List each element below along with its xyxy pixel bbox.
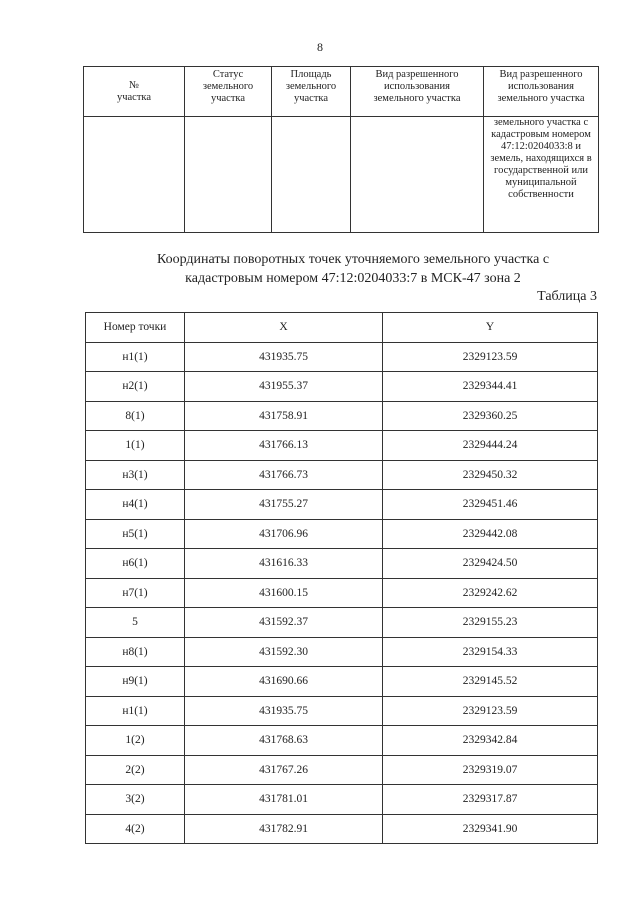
point-number-cell: 2(2)	[86, 755, 185, 785]
x-cell: 431935.75	[185, 696, 383, 726]
point-number-cell: 3(2)	[86, 785, 185, 815]
header-point-number: Номер точки	[86, 313, 185, 343]
y-cell: 2329442.08	[383, 519, 598, 549]
table-cell	[272, 117, 351, 233]
x-cell: 431767.26	[185, 755, 383, 785]
y-cell: 2329123.59	[383, 342, 598, 372]
point-number-cell: н1(1)	[86, 342, 185, 372]
y-cell: 2329344.41	[383, 372, 598, 402]
point-number-cell: н3(1)	[86, 460, 185, 490]
land-plot-table	[83, 66, 599, 233]
x-cell: 431766.13	[185, 431, 383, 461]
permitted-use-text: земельного участка с кадастровым номером 47:12:0204033:8 и земель, находящихся в государственной или муниципальной собственности	[484, 117, 599, 233]
table-row	[86, 578, 598, 608]
header-plot-status: Статус земельного участка	[185, 67, 272, 117]
point-number-cell: 8(1)	[86, 401, 185, 431]
header-plot-number: № участка	[84, 67, 185, 117]
table-row	[86, 637, 598, 667]
table-row	[86, 519, 598, 549]
table-header-row	[86, 313, 598, 343]
table-header-row	[84, 67, 599, 117]
point-number-cell: 1(1)	[86, 431, 185, 461]
y-cell: 2329319.07	[383, 755, 598, 785]
x-cell: 431600.15	[185, 578, 383, 608]
header-y: Y	[383, 313, 598, 343]
table-row	[86, 696, 598, 726]
y-cell: 2329155.23	[383, 608, 598, 638]
table-row	[86, 372, 598, 402]
table-row	[86, 549, 598, 579]
x-cell: 431592.37	[185, 608, 383, 638]
x-cell: 431935.75	[185, 342, 383, 372]
table-cell	[185, 117, 272, 233]
y-cell: 2329450.32	[383, 460, 598, 490]
table-cell	[351, 117, 484, 233]
x-cell: 431592.30	[185, 637, 383, 667]
y-cell: 2329424.50	[383, 549, 598, 579]
x-cell: 431758.91	[185, 401, 383, 431]
x-cell: 431616.33	[185, 549, 383, 579]
y-cell: 2329123.59	[383, 696, 598, 726]
x-cell: 431755.27	[185, 490, 383, 520]
table-row	[86, 490, 598, 520]
header-x: X	[185, 313, 383, 343]
point-number-cell: н2(1)	[86, 372, 185, 402]
y-cell: 2329242.62	[383, 578, 598, 608]
header-permitted-use-2: Вид разрешенного использования земельного участка	[484, 67, 599, 117]
table-row	[84, 117, 599, 233]
table-row	[86, 608, 598, 638]
page-number: 8	[317, 40, 323, 54]
x-cell: 431782.91	[185, 814, 383, 844]
point-number-cell: н4(1)	[86, 490, 185, 520]
header-plot-area: Площадь земельного участка	[272, 67, 351, 117]
point-number-cell: 4(2)	[86, 814, 185, 844]
y-cell: 2329444.24	[383, 431, 598, 461]
x-cell: 431690.66	[185, 667, 383, 697]
x-cell: 431955.37	[185, 372, 383, 402]
table-label: Таблица 3	[537, 289, 597, 304]
table-row	[86, 431, 598, 461]
header-permitted-use: Вид разрешенного использования земельного участка	[351, 67, 484, 117]
table-cell	[84, 117, 185, 233]
coordinates-table	[85, 312, 598, 844]
x-cell: 431781.01	[185, 785, 383, 815]
caption-line-1: Координаты поворотных точек уточняемого земельного участка с	[156, 252, 550, 267]
point-number-cell: н6(1)	[86, 549, 185, 579]
point-number-cell: н8(1)	[86, 637, 185, 667]
table-row	[86, 785, 598, 815]
x-cell: 431766.73	[185, 460, 383, 490]
y-cell: 2329145.52	[383, 667, 598, 697]
y-cell: 2329360.25	[383, 401, 598, 431]
table-row	[86, 726, 598, 756]
point-number-cell: н9(1)	[86, 667, 185, 697]
table-row	[86, 342, 598, 372]
point-number-cell: 1(2)	[86, 726, 185, 756]
table-row	[86, 667, 598, 697]
point-number-cell: 5	[86, 608, 185, 638]
table-row	[86, 401, 598, 431]
y-cell: 2329451.46	[383, 490, 598, 520]
x-cell: 431768.63	[185, 726, 383, 756]
y-cell: 2329342.84	[383, 726, 598, 756]
y-cell: 2329154.33	[383, 637, 598, 667]
table-caption	[0, 250, 640, 288]
x-cell: 431706.96	[185, 519, 383, 549]
point-number-cell: н5(1)	[86, 519, 185, 549]
y-cell: 2329317.87	[383, 785, 598, 815]
y-cell: 2329341.90	[383, 814, 598, 844]
table-row	[86, 814, 598, 844]
caption-line-2: кадастровым номером 47:12:0204033:7 в МСК-47 зона 2	[185, 271, 521, 286]
table-row	[86, 755, 598, 785]
table-row	[86, 460, 598, 490]
point-number-cell: н1(1)	[86, 696, 185, 726]
point-number-cell: н7(1)	[86, 578, 185, 608]
